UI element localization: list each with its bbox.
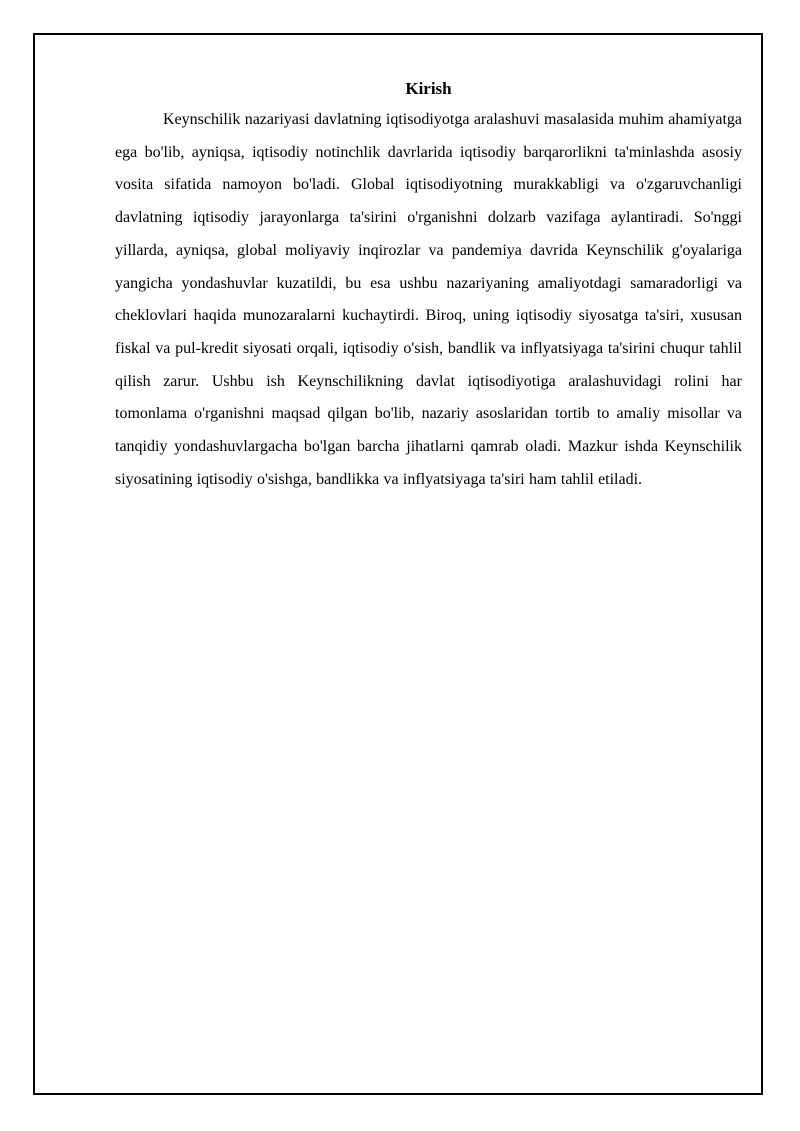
document-content	[115, 74, 742, 496]
intro-paragraph: Keynschilik nazariyasi davlatning iqtisodiyotga aralashuvi masalasida muhim ahamiyatga ega bo'lib, ayniqsa, iqtisodiy notinchlik davrlarida iqtisodiy barqarorlikni ta'minlashda asosiy vosita sifatida namoyon bo'ladi. Global iqtisodiyotning murakkabligi va o'zgaruvchanligi davlatning iqtisodiy jarayonlarga ta'sirini o'rganishni dolzarb vazifaga aylantiradi. So'nggi yillarda, ayniqsa, global moliyaviy inqirozlar va pandemiya davrida Keynschilik g'oyalariga yangicha yondashuvlar kuzatildi, bu esa ushbu nazariyaning amaliyotdagi samaradorligi va cheklovlari haqida munozaralarni kuchaytirdi. Biroq, uning iqtisodiy siyosatga ta'siri, xususan fiskal va pul-kredit siyosati orqali, iqtisodiy o'sish, bandlik va inflyatsiyaga ta'sirini chuqur tahlil qilish zarur. Ushbu ish Keynschilikning davlat iqtisodiyotiga aralashuvidagi rolini har tomonlama o'rganishni maqsad qilgan bo'lib, nazariy asoslaridan tortib to amaliy misollar va tanqidiy yondashuvlargacha bo'lgan barcha jihatlarni qamrab oladi. Mazkur ishda Keynschilik siyosatining iqtisodiy o'sishga, bandlikka va inflyatsiyaga ta'siri ham tahlil etiladi.	[115, 111, 742, 488]
section-title: Kirish	[405, 79, 452, 98]
